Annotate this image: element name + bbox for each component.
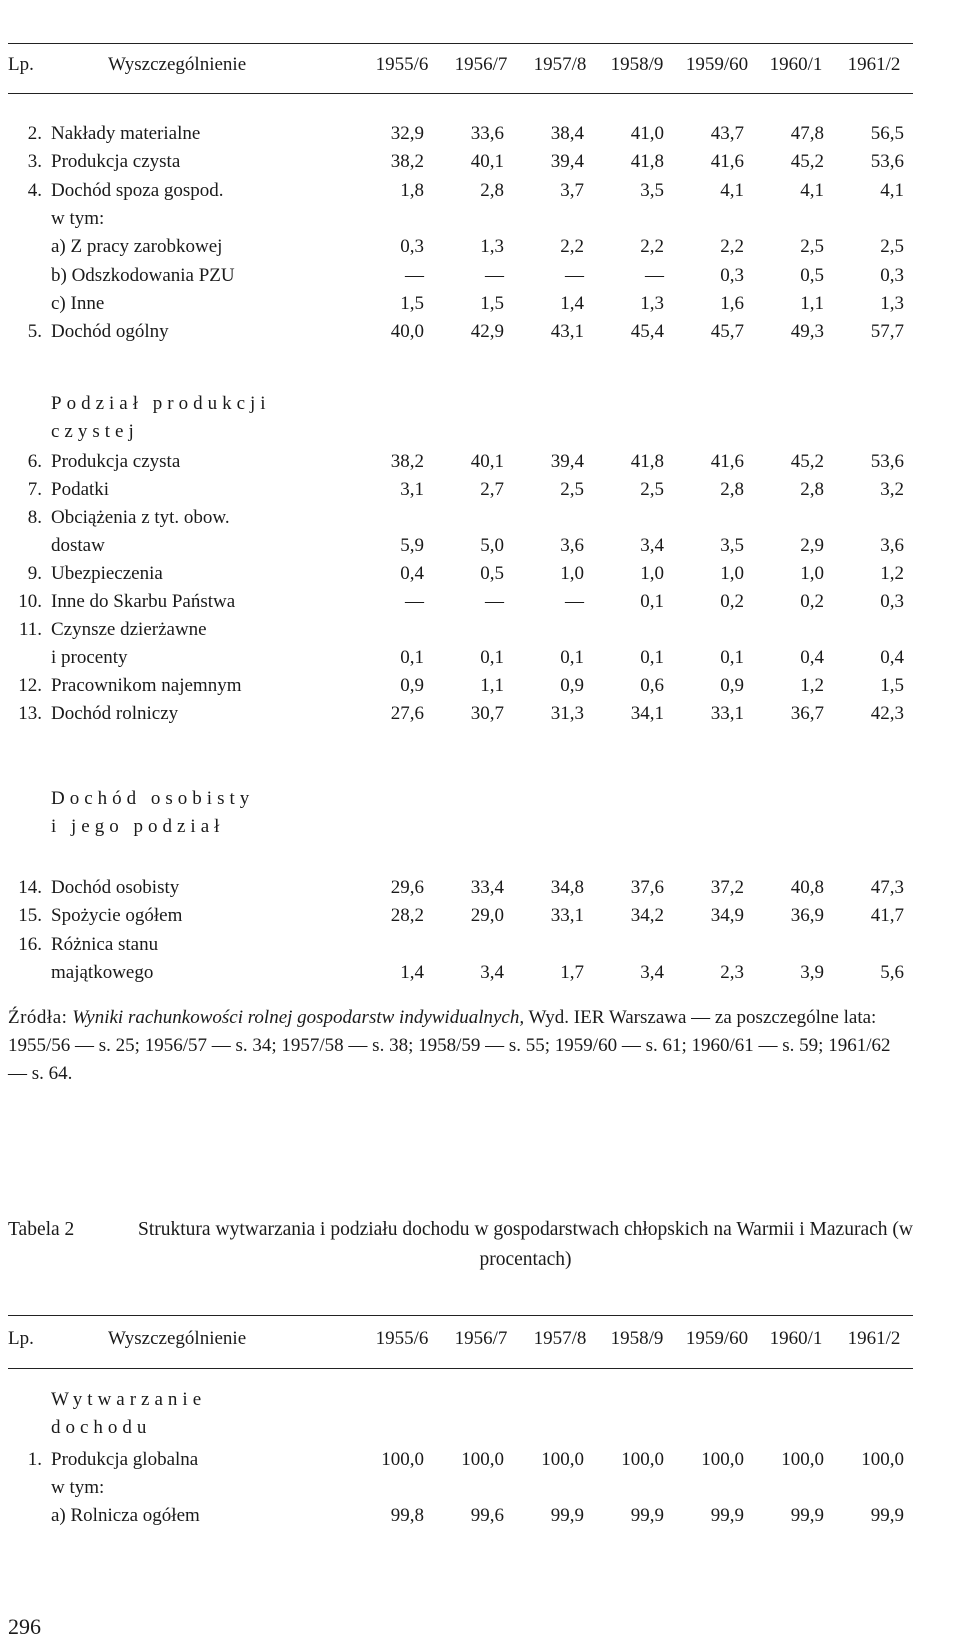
cell-value: 41,7 [870,905,904,927]
cell-value: 33,1 [710,703,744,724]
header-year: 1959/60 [685,1328,749,1349]
header-year: 1955/6 [375,1328,429,1349]
cell-value: 0,3 [880,591,904,612]
cell-value: — [565,264,584,286]
section-heading-line: i jego podział [51,816,225,837]
table-row [0,1502,960,1530]
cell-value: 41,6 [710,151,744,173]
row-number: 1. [27,1449,42,1470]
cell-value: 38,2 [390,451,424,472]
cell-value: 33,4 [470,877,504,898]
header-year: 1956/7 [454,1328,508,1349]
row-label: i procenty [51,647,128,668]
row-number: 11. [18,619,42,640]
cell-value: 2,8 [800,479,824,500]
header-year: 1961/2 [847,54,901,75]
cell-value: 34,9 [710,905,744,927]
cell-value: 0,4 [880,647,904,668]
cell-value: 45,2 [790,451,824,472]
cell-value: 1,1 [800,292,824,314]
table-row [0,1474,960,1502]
cell-value: 33,6 [470,123,504,144]
cell-value: 1,2 [800,675,824,696]
cell-value: 2,2 [640,236,664,258]
table-row [0,318,960,346]
section-heading-wytwarzanie [51,1386,411,1442]
header-year: 1955/6 [375,54,429,75]
cell-value: 1,0 [560,563,584,584]
table2-header-rule [8,1368,913,1369]
cell-value: 43,1 [550,321,584,343]
cell-value: 1,3 [640,292,664,314]
table-row [0,1446,960,1474]
table-row [0,931,960,959]
table1-header [0,50,960,80]
cell-value: 0,2 [800,591,824,612]
cell-value: 37,2 [710,877,744,898]
cell-value: 38,2 [390,151,424,173]
cell-value: 100,0 [461,1449,504,1470]
page-number: 296 [8,1614,41,1639]
cell-value: 1,3 [880,292,904,314]
row-label: Ubezpieczenia [51,563,163,584]
cell-value: 40,0 [390,321,424,343]
header-year: 1961/2 [847,1328,901,1349]
row-number: 12. [18,675,42,696]
cell-value: 33,1 [550,905,584,927]
cell-value: 3,4 [640,535,664,556]
row-label: c) Inne [51,292,105,314]
cell-value: 41,8 [630,151,664,173]
table-row [0,560,960,588]
cell-value: 34,8 [550,877,584,898]
cell-value: 2,5 [800,236,824,258]
cell-value: 41,8 [630,451,664,472]
cell-value: 47,8 [790,123,824,144]
table-row [0,588,960,616]
cell-value: — [565,591,584,612]
cell-value: 40,1 [470,151,504,173]
cell-value: 100,0 [541,1449,584,1470]
cell-value: 39,4 [550,151,584,173]
cell-value: 49,3 [790,321,824,343]
row-label: Czynsze dzierżawne [51,619,207,640]
cell-value: 1,4 [400,961,424,983]
row-number: 4. [27,179,42,201]
cell-value: 100,0 [701,1449,744,1470]
row-label: Spożycie ogółem [51,905,183,927]
cell-value: 3,4 [640,961,664,983]
row-label: Podatki [51,479,110,500]
row-label: Dochód spoza gospod. [51,179,224,201]
cell-value: 2,8 [720,479,744,500]
header-year: 1958/9 [610,1328,664,1349]
section-heading-line: Dochód osobisty [51,788,255,809]
cell-value: 0,1 [560,647,584,668]
cell-value: 27,6 [390,703,424,724]
table-row [0,874,960,902]
cell-value: 29,6 [390,877,424,898]
cell-value: 1,6 [720,292,744,314]
cell-value: 30,7 [470,703,504,724]
table-row [0,233,960,261]
table-row [0,959,960,987]
cell-value: 28,2 [390,905,424,927]
cell-value: 99,8 [390,1505,424,1526]
cell-value: 1,7 [560,961,584,983]
cell-value: 53,6 [870,151,904,173]
cell-value: 1,0 [720,563,744,584]
cell-value: 99,9 [550,1505,584,1526]
table-row [0,532,960,560]
section-heading-line: czystej [51,421,139,442]
header-year: 1957/8 [533,54,587,75]
cell-value: 100,0 [381,1449,424,1470]
cell-value: 4,1 [880,179,904,201]
cell-value: 0,3 [720,264,744,286]
row-number: 6. [27,451,42,472]
row-number: 16. [18,933,42,955]
cell-value: 40,1 [470,451,504,472]
header-year: 1960/1 [769,54,823,75]
row-label: a) Z pracy zarobkowej [51,236,223,258]
header-description: Wyszczególnienie [108,1328,247,1349]
table-row [0,148,960,176]
table2-title: Struktura wytwarzania i podziału dochodu w gospodarstwach chłopskich na Warmii i Mazurach (w procentach) [138,1219,913,1270]
cell-value: 1,0 [800,563,824,584]
header-year: 1957/8 [533,1328,587,1349]
row-label: Dochód rolniczy [51,703,179,724]
cell-value: — [485,591,504,612]
cell-value: 3,9 [800,961,824,983]
cell-value: 41,6 [710,451,744,472]
cell-value: 3,2 [880,479,904,500]
cell-value: 1,5 [480,292,504,314]
table-row [0,616,960,644]
row-number: 5. [27,321,42,343]
cell-value: 40,8 [790,877,824,898]
section-heading-line: Podział produkcji [51,393,271,414]
row-number: 15. [18,905,42,927]
cell-value: 42,9 [470,321,504,343]
table-row [0,448,960,476]
table-row [0,504,960,532]
cell-value: 45,7 [710,321,744,343]
row-label: a) Rolnicza ogółem [51,1505,200,1526]
cell-value: 100,0 [861,1449,904,1470]
cell-value: 3,5 [640,179,664,201]
header-description: Wyszczególnienie [108,54,247,75]
cell-value: 4,1 [800,179,824,201]
source-title: Wyniki rachunkowości rolnej gospodarstw indywidualnych, [72,1007,525,1028]
cell-value: 0,1 [720,647,744,668]
cell-value: 34,2 [630,905,664,927]
header-lp: Lp. [8,54,34,75]
row-label: Nakłady materialne [51,123,201,144]
row-label: majątkowego [51,961,154,983]
cell-value: 0,3 [400,236,424,258]
table-row [0,476,960,504]
table-row [0,205,960,233]
row-number: 14. [18,877,42,898]
cell-value: 0,4 [400,563,424,584]
row-number: 7. [27,479,42,500]
header-year: 1959/60 [685,54,749,75]
cell-value: 2,5 [880,236,904,258]
cell-value: 1,5 [400,292,424,314]
table-row [0,177,960,205]
cell-value: 56,5 [870,123,904,144]
cell-value: 2,9 [800,535,824,556]
row-label: Obciążenia z tyt. obow. [51,507,230,528]
table-row [0,644,960,672]
row-number: 9. [27,563,42,584]
row-label: w tym: [51,1477,105,1498]
cell-value: 5,0 [480,535,504,556]
cell-value: 0,3 [880,264,904,286]
cell-value: 0,6 [640,675,664,696]
cell-value: — [405,264,424,286]
section-heading-line: dochodu [51,1417,152,1438]
row-label: Pracownikom najemnym [51,675,242,696]
table-row [0,262,960,290]
cell-value: 2,8 [480,179,504,201]
header-lp: Lp. [8,1328,34,1349]
cell-value: 43,7 [710,123,744,144]
cell-value: 0,1 [400,647,424,668]
header-year: 1960/1 [769,1328,823,1349]
row-label: b) Odszkodowania PZU [51,264,235,286]
cell-value: 2,2 [560,236,584,258]
row-label: dostaw [51,535,105,556]
cell-value: 42,3 [870,703,904,724]
row-label: Produkcja globalna [51,1449,199,1470]
cell-value: 5,6 [880,961,904,983]
source-label: Źródła: [8,1007,68,1028]
cell-value: 57,7 [870,321,904,343]
section-heading-podzial [51,390,411,446]
cell-value: 0,9 [560,675,584,696]
cell-value: 2,2 [720,236,744,258]
row-number: 8. [27,507,42,528]
table-row [0,672,960,700]
cell-value: 1,3 [480,236,504,258]
cell-value: 3,1 [400,479,424,500]
cell-value: 99,9 [630,1505,664,1526]
table-row [0,120,960,148]
cell-value: 2,3 [720,961,744,983]
cell-value: 36,7 [790,703,824,724]
cell-value: 37,6 [630,877,664,898]
cell-value: 0,4 [800,647,824,668]
cell-value: 1,1 [480,675,504,696]
cell-value: 39,4 [550,451,584,472]
table2-label: Tabela 2 [8,1219,75,1240]
cell-value: 3,6 [560,535,584,556]
table2-header [0,1324,960,1354]
table2-top-rule [8,1315,913,1316]
row-label: Dochód ogólny [51,321,169,343]
cell-value: 45,4 [630,321,664,343]
cell-value: 1,4 [560,292,584,314]
cell-value: 99,9 [870,1505,904,1526]
section-heading-dochod-osobisty [51,785,411,841]
cell-value: 36,9 [790,905,824,927]
source-note [8,1004,913,1088]
cell-value: 100,0 [781,1449,824,1470]
cell-value: 0,1 [640,647,664,668]
cell-value: — [405,591,424,612]
cell-value: 1,5 [880,675,904,696]
header-year: 1956/7 [454,54,508,75]
cell-value: 29,0 [470,905,504,927]
cell-value: 4,1 [720,179,744,201]
cell-value: 1,0 [640,563,664,584]
cell-value: 0,5 [800,264,824,286]
row-number: 3. [27,151,42,173]
row-label: Różnica stanu [51,933,159,955]
cell-value: 2,7 [480,479,504,500]
cell-value: 99,9 [710,1505,744,1526]
row-label: Inne do Skarbu Państwa [51,591,236,612]
cell-value: 34,1 [630,703,664,724]
row-label: Produkcja czysta [51,151,181,173]
row-label: Produkcja czysta [51,451,181,472]
row-label: Dochód osobisty [51,877,180,898]
cell-value: 41,0 [630,123,664,144]
cell-value: 31,3 [550,703,584,724]
cell-value: 0,9 [400,675,424,696]
table-row [0,902,960,930]
cell-value: 2,5 [640,479,664,500]
cell-value: 0,1 [480,647,504,668]
table1-header-rule [8,93,913,94]
table-row [0,290,960,318]
row-number: 10. [18,591,42,612]
cell-value: 0,2 [720,591,744,612]
cell-value: — [485,264,504,286]
cell-value: 3,5 [720,535,744,556]
cell-value: 100,0 [621,1449,664,1470]
cell-value: 99,9 [790,1505,824,1526]
row-number: 13. [18,703,42,724]
cell-value: 0,1 [640,591,664,612]
cell-value: 2,5 [560,479,584,500]
cell-value: 5,9 [400,535,424,556]
cell-value: 3,7 [560,179,584,201]
table1-top-rule [8,43,913,44]
cell-value: 53,6 [870,451,904,472]
row-label: w tym: [51,207,105,229]
section-heading-line: Wytwarzanie [51,1389,207,1410]
header-year: 1958/9 [610,54,664,75]
cell-value: 99,6 [470,1505,504,1526]
cell-value: 0,9 [720,675,744,696]
cell-value: 0,5 [480,563,504,584]
source-details: Wyd. IER Warszawa — za poszczególne lata: 1955/56 — s. 25; 1956/57 — s. 34; 1957/58 — s. 38; 1958/59 — s. 55; 1959/60 — s. 61; 1960/61 — s. 59; 1961/62 — s. 64. [8,1007,891,1084]
cell-value: 1,8 [400,179,424,201]
cell-value: 32,9 [390,123,424,144]
cell-value: 1,2 [880,563,904,584]
cell-value: — [645,264,664,286]
cell-value: 3,4 [480,961,504,983]
cell-value: 3,6 [880,535,904,556]
cell-value: 47,3 [870,877,904,898]
cell-value: 45,2 [790,151,824,173]
row-number: 2. [27,123,42,144]
table-row [0,700,960,728]
cell-value: 38,4 [550,123,584,144]
